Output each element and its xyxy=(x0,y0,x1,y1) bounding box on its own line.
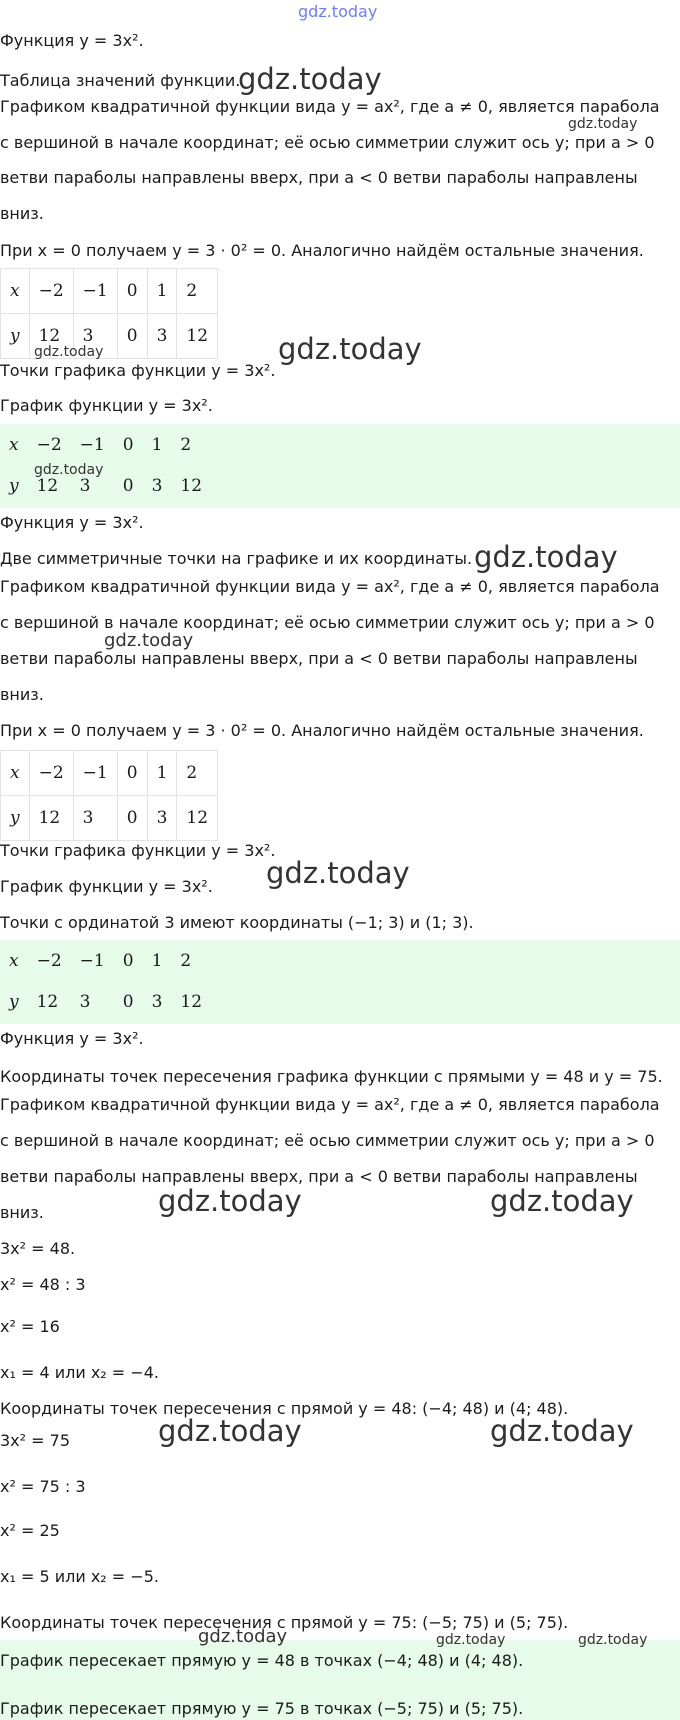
text-line: с вершиной в начале координат; её осью симметрии служит ось y; при a > 0 xyxy=(0,133,655,152)
text-line: Точки с ординатой 3 имеют координаты (−1; 3) и (1; 3). xyxy=(0,913,474,932)
table-cell: 12 xyxy=(177,796,218,841)
table-cell: 0 xyxy=(122,950,134,971)
text-line: График функции y = 3x². xyxy=(0,396,213,415)
row-header-cell: x xyxy=(1,269,30,314)
text-line: Координаты точек пересечения графика функции с прямыми y = 48 и y = 75. xyxy=(0,1067,663,1086)
text-line: Координаты точек пересечения с прямой y = 75: (−5; 75) и (5; 75). xyxy=(0,1613,569,1632)
table-cell: 1 xyxy=(147,751,177,796)
watermark: gdz.today xyxy=(238,62,382,96)
text-line: x₁ = 5 или x₂ = −5. xyxy=(0,1567,159,1586)
text-line: График пересекает прямую y = 75 в точках (−5; 75) и (5; 75). xyxy=(0,1699,524,1718)
text-line: ветви параболы направлены вверх, при a < 0 ветви параболы направлены xyxy=(0,1167,638,1186)
text-line: вниз. xyxy=(0,1203,44,1222)
text-line: Таблица значений функции. xyxy=(0,71,241,90)
table-cell: 0 xyxy=(122,991,134,1012)
table-row xyxy=(1,751,218,796)
text-line: График пересекает прямую y = 48 в точках (−4; 48) и (4; 48). xyxy=(0,1651,524,1670)
watermark: gdz.today xyxy=(34,462,104,478)
values-table-1 xyxy=(0,268,218,359)
watermark: gdz.today xyxy=(198,1626,288,1647)
text-line: Графиком квадратичной функции вида y = ax², где a ≠ 0, является парабола xyxy=(0,577,660,596)
text-line: 3x² = 48. xyxy=(0,1239,76,1258)
row-header-cell: y xyxy=(9,991,19,1012)
text-line: Точки графика функции y = 3x². xyxy=(0,361,276,380)
table-cell: 3 xyxy=(79,475,91,496)
table-cell: 3 xyxy=(73,796,117,841)
row-header-cell: x xyxy=(9,950,19,971)
table-cell: −1 xyxy=(79,434,105,455)
watermark: gdz.today xyxy=(104,630,194,651)
watermark: gdz.today xyxy=(474,540,618,574)
watermark: gdz.today xyxy=(568,116,638,132)
watermark: gdz.today xyxy=(158,1414,302,1448)
watermark: gdz.today xyxy=(266,856,410,890)
table-cell: 3 xyxy=(147,796,177,841)
watermark: gdz.today xyxy=(436,1632,506,1648)
table-cell: 0 xyxy=(117,314,147,359)
row-header-cell: y xyxy=(1,796,30,841)
values-table-2 xyxy=(0,424,211,506)
watermark-header: gdz.today xyxy=(298,2,378,21)
text-line: x² = 75 : 3 xyxy=(0,1477,86,1496)
text-line: График функции y = 3x². xyxy=(0,877,213,896)
values-table-4 xyxy=(0,940,211,1022)
text-line: ветви параболы направлены вверх, при a < 0 ветви параболы направлены xyxy=(0,649,638,668)
table-cell: −2 xyxy=(29,269,73,314)
table-cell: −1 xyxy=(73,751,117,796)
row-header-cell: x xyxy=(9,434,19,455)
watermark: gdz.today xyxy=(34,344,104,360)
text-line: 3x² = 75 xyxy=(0,1431,70,1450)
text-line: При x = 0 получаем y = 3 · 0² = 0. Аналогично найдём остальные значения. xyxy=(0,721,644,740)
watermark: gdz.today xyxy=(278,332,422,366)
table-cell: 2 xyxy=(177,751,218,796)
table-row xyxy=(0,940,211,981)
text-line: Координаты точек пересечения с прямой y = 48: (−4; 48) и (4; 48). xyxy=(0,1399,569,1418)
table-cell: 3 xyxy=(147,314,177,359)
text-line: Функция y = 3x². xyxy=(0,31,144,50)
text-line: Две симметричные точки на графике и их координаты. xyxy=(0,549,473,568)
table-cell: 1 xyxy=(151,434,163,455)
text-line: вниз. xyxy=(0,685,44,704)
table-cell: 12 xyxy=(36,991,59,1012)
text-line: вниз. xyxy=(0,204,44,223)
table-row xyxy=(0,981,211,1022)
table-cell: 1 xyxy=(151,950,163,971)
text-line: При x = 0 получаем y = 3 · 0² = 0. Аналогично найдём остальные значения. xyxy=(0,241,644,260)
table-cell: 0 xyxy=(122,434,134,455)
table-cell: 0 xyxy=(117,269,147,314)
watermark: gdz.today xyxy=(490,1414,634,1448)
table-cell: 12 xyxy=(180,991,203,1012)
watermark: gdz.today xyxy=(158,1184,302,1218)
table-cell: −2 xyxy=(36,434,62,455)
table-cell: 0 xyxy=(117,751,147,796)
watermark: gdz.today xyxy=(578,1632,648,1648)
table-cell: 0 xyxy=(122,475,134,496)
text-line: Графиком квадратичной функции вида y = ax², где a ≠ 0, является парабола xyxy=(0,97,660,116)
row-header-cell: x xyxy=(1,751,30,796)
text-line: x² = 25 xyxy=(0,1521,60,1540)
row-header-cell: y xyxy=(1,314,30,359)
table-cell: −1 xyxy=(79,950,105,971)
table-cell: 2 xyxy=(177,269,218,314)
text-line: Точки графика функции y = 3x². xyxy=(0,841,276,860)
table-cell: 3 xyxy=(151,475,163,496)
table-cell: −2 xyxy=(29,751,73,796)
text-line: с вершиной в начале координат; её осью симметрии служит ось y; при a > 0 xyxy=(0,1131,655,1150)
table-cell: 3 xyxy=(79,991,91,1012)
table-cell: −2 xyxy=(36,950,62,971)
text-line: x² = 48 : 3 xyxy=(0,1275,86,1294)
table-cell: 3 xyxy=(151,991,163,1012)
table-cell: 12 xyxy=(177,314,218,359)
text-line: Графиком квадратичной функции вида y = ax², где a ≠ 0, является парабола xyxy=(0,1095,660,1114)
text-line: Функция y = 3x². xyxy=(0,1029,144,1048)
text-line: x₁ = 4 или x₂ = −4. xyxy=(0,1363,159,1382)
table-row xyxy=(1,796,218,841)
table-cell: 2 xyxy=(180,950,192,971)
table-row xyxy=(0,424,211,465)
text-line: Функция y = 3x². xyxy=(0,513,144,532)
values-table-3 xyxy=(0,750,218,841)
table-cell: 3 xyxy=(73,314,117,359)
table-row xyxy=(1,269,218,314)
table-cell: 12 xyxy=(29,314,73,359)
text-line: x² = 16 xyxy=(0,1317,60,1336)
table-cell: 1 xyxy=(147,269,177,314)
table-cell: −1 xyxy=(73,269,117,314)
table-cell: 0 xyxy=(117,796,147,841)
table-cell: 12 xyxy=(36,475,59,496)
table-cell: 2 xyxy=(180,434,192,455)
table-cell: 12 xyxy=(29,796,73,841)
watermark: gdz.today xyxy=(490,1184,634,1218)
table-cell: 12 xyxy=(180,475,203,496)
row-header-cell: y xyxy=(9,475,19,496)
table-row xyxy=(0,465,211,506)
text-line: с вершиной в начале координат; её осью симметрии служит ось y; при a > 0 xyxy=(0,613,655,632)
text-line: ветви параболы направлены вверх, при a < 0 ветви параболы направлены xyxy=(0,168,638,187)
